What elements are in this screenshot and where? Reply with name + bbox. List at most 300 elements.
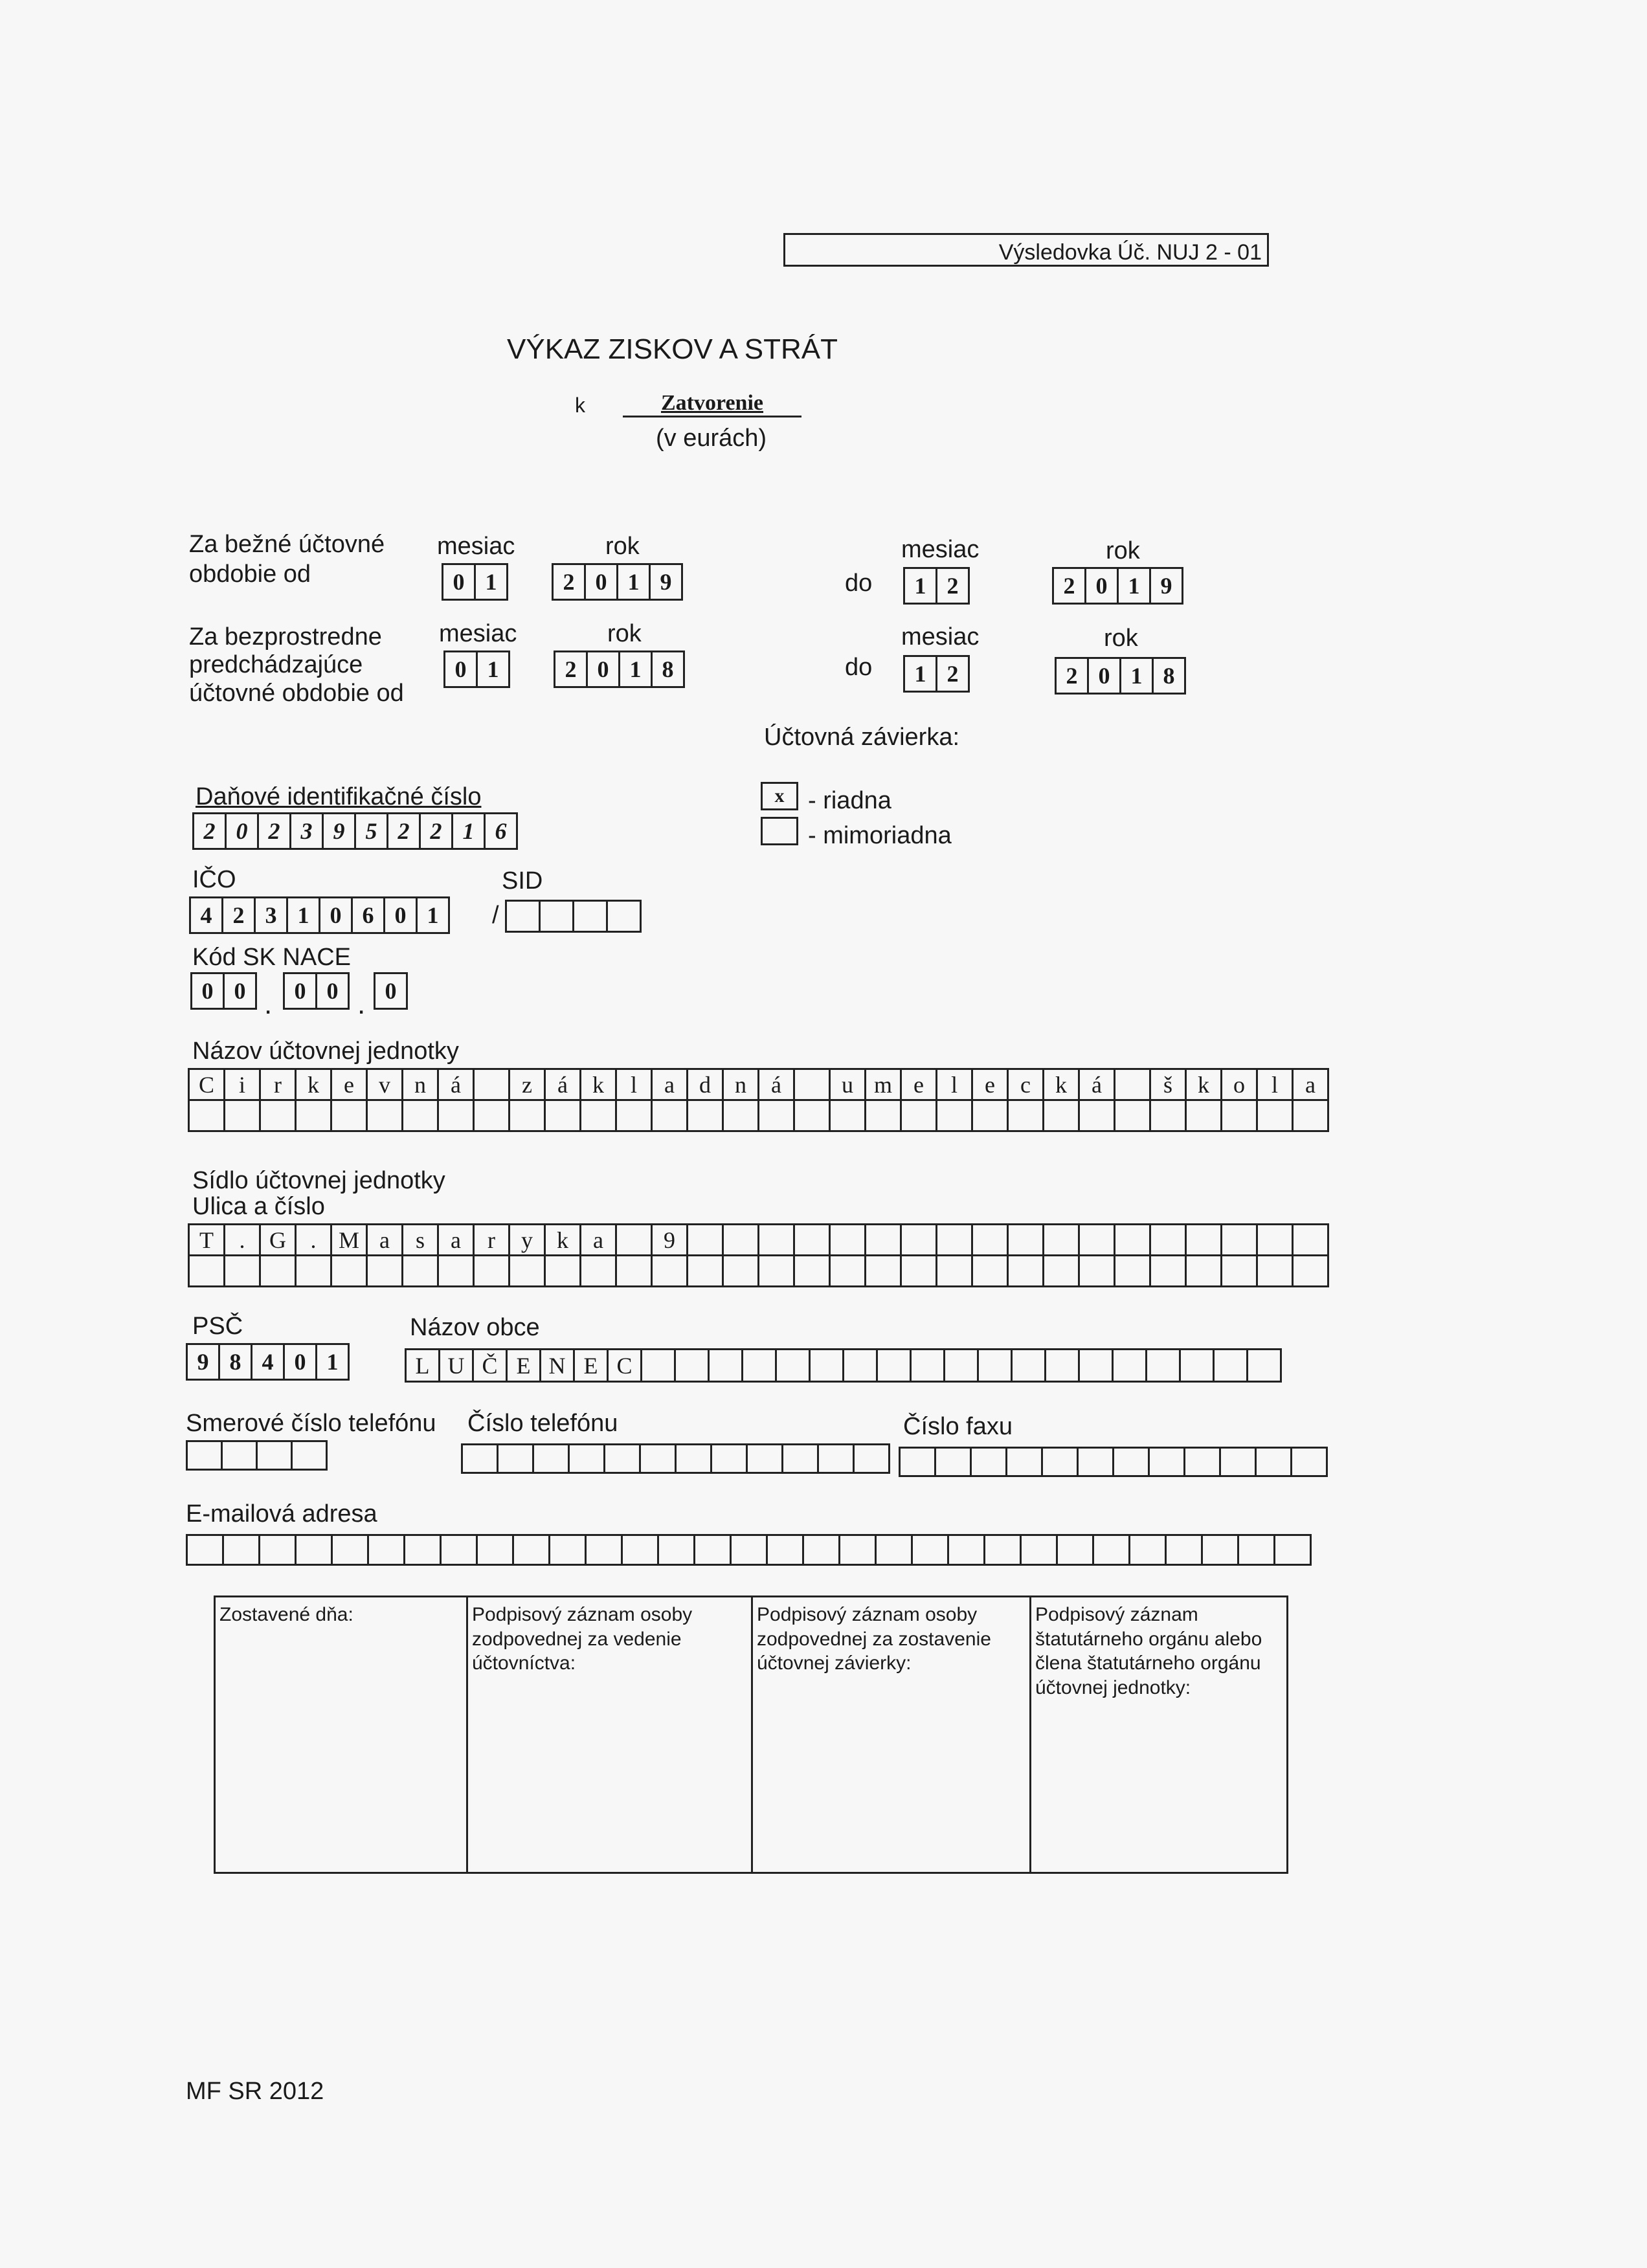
- char-cell[interactable]: [1058, 1536, 1094, 1566]
- previous-from-year[interactable]: [555, 650, 685, 688]
- char-cell[interactable]: [1221, 1449, 1257, 1477]
- char-cell[interactable]: [1275, 1536, 1312, 1566]
- char-cell[interactable]: [759, 1101, 795, 1132]
- char-cell[interactable]: k: [1187, 1070, 1222, 1101]
- char-cell[interactable]: v: [368, 1070, 403, 1101]
- sid-cell[interactable]: [541, 902, 574, 933]
- char-cell[interactable]: š: [1151, 1070, 1187, 1101]
- nace-part3[interactable]: [375, 972, 408, 1010]
- char-cell[interactable]: [1009, 1101, 1044, 1132]
- digit-box[interactable]: 1: [474, 563, 508, 601]
- char-cell[interactable]: l: [1258, 1070, 1294, 1101]
- previous-from-month[interactable]: [445, 650, 510, 688]
- digit-box[interactable]: 1: [618, 650, 653, 688]
- char-cell[interactable]: r: [475, 1225, 510, 1256]
- current-to-month[interactable]: [905, 567, 970, 605]
- fax-field[interactable]: [899, 1447, 1328, 1477]
- char-cell[interactable]: [913, 1536, 949, 1566]
- char-cell[interactable]: [332, 1101, 368, 1132]
- digit-box[interactable]: 9: [322, 812, 356, 850]
- current-from-month[interactable]: [443, 563, 508, 601]
- char-cell[interactable]: [1292, 1449, 1328, 1477]
- digit-box[interactable]: 9: [1149, 567, 1183, 605]
- char-cell[interactable]: [297, 1101, 332, 1132]
- char-cell[interactable]: [1013, 1350, 1046, 1383]
- char-cell[interactable]: [866, 1225, 902, 1256]
- char-cell[interactable]: [677, 1445, 712, 1474]
- char-cell[interactable]: a: [1294, 1070, 1329, 1101]
- signature-col-accounting[interactable]: Podpisový záznam osoby zodpovednej za vedenie účtovníctva:: [468, 1597, 753, 1872]
- char-cell[interactable]: L: [407, 1350, 440, 1383]
- char-cell[interactable]: [617, 1256, 653, 1287]
- char-cell[interactable]: [499, 1445, 534, 1474]
- char-cell[interactable]: [1187, 1225, 1222, 1256]
- char-cell[interactable]: n: [724, 1070, 759, 1101]
- char-cell[interactable]: á: [1080, 1070, 1115, 1101]
- char-cell[interactable]: [439, 1101, 475, 1132]
- char-cell[interactable]: [1044, 1256, 1080, 1287]
- digit-box[interactable]: 4: [251, 1343, 285, 1381]
- char-cell[interactable]: [475, 1256, 510, 1287]
- char-cell[interactable]: [581, 1101, 617, 1132]
- char-cell[interactable]: i: [225, 1070, 261, 1101]
- char-cell[interactable]: [587, 1536, 623, 1566]
- char-cell[interactable]: [877, 1536, 913, 1566]
- digit-box[interactable]: 6: [351, 896, 385, 934]
- char-cell[interactable]: [878, 1350, 912, 1383]
- signature-col-statutory[interactable]: Podpisový záznam štatutárneho orgánu alebo člena štatutárneho orgánu účtovnej jednotky:: [1035, 1604, 1262, 1698]
- char-cell[interactable]: e: [902, 1070, 937, 1101]
- char-cell[interactable]: [1294, 1256, 1329, 1287]
- char-cell[interactable]: [688, 1225, 724, 1256]
- digit-box[interactable]: 0: [443, 650, 478, 688]
- char-cell[interactable]: c: [1009, 1070, 1044, 1101]
- char-cell[interactable]: [973, 1256, 1009, 1287]
- char-cell[interactable]: [581, 1256, 617, 1287]
- char-cell[interactable]: [1258, 1225, 1294, 1256]
- char-cell[interactable]: [297, 1256, 332, 1287]
- char-cell[interactable]: [1294, 1101, 1329, 1132]
- digit-box[interactable]: 3: [254, 896, 288, 934]
- char-cell[interactable]: [937, 1101, 973, 1132]
- form-code: Výsledovka Úč. NUJ 2 - 01: [998, 240, 1262, 265]
- char-cell[interactable]: [945, 1350, 979, 1383]
- char-cell[interactable]: [1258, 1256, 1294, 1287]
- char-cell[interactable]: [368, 1256, 403, 1287]
- char-cell[interactable]: [1151, 1225, 1187, 1256]
- char-cell[interactable]: s: [403, 1225, 439, 1256]
- char-cell[interactable]: [855, 1445, 890, 1474]
- digit-box[interactable]: 1: [903, 567, 937, 605]
- ico-field[interactable]: [191, 896, 450, 934]
- char-cell[interactable]: T: [190, 1225, 225, 1256]
- char-cell[interactable]: a: [439, 1225, 475, 1256]
- riadna-checkbox[interactable]: x: [761, 782, 798, 810]
- digit-box[interactable]: 0: [315, 972, 350, 1010]
- char-cell[interactable]: [844, 1350, 878, 1383]
- char-cell[interactable]: [712, 1445, 748, 1474]
- char-cell[interactable]: [936, 1449, 972, 1477]
- char-cell[interactable]: [510, 1101, 546, 1132]
- char-cell[interactable]: e: [973, 1070, 1009, 1101]
- char-cell[interactable]: M: [332, 1225, 368, 1256]
- char-cell[interactable]: [902, 1225, 937, 1256]
- char-cell[interactable]: [1115, 1101, 1151, 1132]
- digit-box[interactable]: 2: [257, 812, 291, 850]
- char-cell[interactable]: [768, 1536, 804, 1566]
- char-cell[interactable]: l: [937, 1070, 973, 1101]
- nazov-grid[interactable]: [188, 1068, 1329, 1132]
- char-cell[interactable]: [368, 1101, 403, 1132]
- telefon-field[interactable]: [461, 1443, 890, 1474]
- char-cell[interactable]: [1239, 1536, 1275, 1566]
- char-cell[interactable]: [1007, 1449, 1043, 1477]
- char-cell[interactable]: [831, 1225, 866, 1256]
- char-cell[interactable]: [223, 1442, 258, 1471]
- char-cell[interactable]: [732, 1536, 768, 1566]
- digit-box[interactable]: 1: [1119, 657, 1154, 695]
- char-cell[interactable]: [1185, 1449, 1221, 1477]
- digit-box[interactable]: 2: [192, 812, 227, 850]
- digit-box[interactable]: 2: [552, 563, 586, 601]
- char-cell[interactable]: k: [1044, 1070, 1080, 1101]
- char-cell[interactable]: [811, 1350, 844, 1383]
- char-cell[interactable]: [937, 1225, 973, 1256]
- digit-box[interactable]: 2: [936, 655, 970, 693]
- char-cell[interactable]: [1044, 1101, 1080, 1132]
- char-cell[interactable]: [743, 1350, 777, 1383]
- nace-part2[interactable]: [285, 972, 350, 1010]
- char-cell[interactable]: [1044, 1225, 1080, 1256]
- digit-box[interactable]: 1: [286, 896, 320, 934]
- signature-col-statements[interactable]: Podpisový záznam osoby zodpovednej za zostavenie účtovnej závierky:: [753, 1597, 1031, 1872]
- char-cell[interactable]: [403, 1256, 439, 1287]
- char-cell[interactable]: [261, 1256, 297, 1287]
- char-cell[interactable]: [1043, 1449, 1079, 1477]
- char-cell[interactable]: [1115, 1256, 1151, 1287]
- char-cell[interactable]: [695, 1536, 732, 1566]
- rok-label: rok: [607, 620, 642, 647]
- digit-box[interactable]: 1: [903, 655, 937, 693]
- char-cell[interactable]: [188, 1536, 224, 1566]
- char-cell[interactable]: [188, 1442, 223, 1471]
- char-cell[interactable]: [623, 1536, 659, 1566]
- char-cell[interactable]: [1258, 1101, 1294, 1132]
- digit-box[interactable]: 1: [616, 563, 651, 601]
- digit-box[interactable]: 4: [189, 896, 223, 934]
- psc-field[interactable]: [188, 1343, 350, 1381]
- char-cell[interactable]: [937, 1256, 973, 1287]
- char-cell[interactable]: [724, 1225, 759, 1256]
- char-cell[interactable]: [1009, 1225, 1044, 1256]
- char-cell[interactable]: [777, 1350, 811, 1383]
- char-cell[interactable]: [1130, 1536, 1167, 1566]
- char-cell[interactable]: á: [546, 1070, 581, 1101]
- char-cell[interactable]: [972, 1449, 1007, 1477]
- char-cell[interactable]: n: [403, 1070, 439, 1101]
- char-cell[interactable]: [653, 1101, 688, 1132]
- char-cell[interactable]: [973, 1101, 1009, 1132]
- char-cell[interactable]: z: [510, 1070, 546, 1101]
- digit-box[interactable]: 9: [186, 1343, 220, 1381]
- digit-box[interactable]: 0: [223, 972, 257, 1010]
- char-cell[interactable]: [1187, 1101, 1222, 1132]
- digit-box[interactable]: 1: [315, 1343, 350, 1381]
- char-cell[interactable]: [1094, 1536, 1130, 1566]
- char-cell[interactable]: [724, 1101, 759, 1132]
- digit-box[interactable]: 0: [319, 896, 353, 934]
- char-cell[interactable]: [1022, 1536, 1058, 1566]
- digit-box[interactable]: 8: [1152, 657, 1186, 695]
- char-cell[interactable]: [550, 1536, 587, 1566]
- digit-box[interactable]: 8: [218, 1343, 252, 1381]
- char-cell[interactable]: [570, 1445, 605, 1474]
- char-cell[interactable]: [405, 1536, 442, 1566]
- current-to-year[interactable]: [1054, 567, 1183, 605]
- char-cell[interactable]: [369, 1536, 405, 1566]
- char-cell[interactable]: d: [688, 1070, 724, 1101]
- sid-field[interactable]: [505, 900, 642, 933]
- digit-box[interactable]: 0: [283, 972, 317, 1010]
- char-cell[interactable]: k: [297, 1070, 332, 1101]
- sid-cell[interactable]: [574, 902, 608, 933]
- char-cell[interactable]: [831, 1256, 866, 1287]
- digit-box[interactable]: 1: [416, 896, 450, 934]
- char-cell[interactable]: [912, 1350, 945, 1383]
- char-cell[interactable]: [1079, 1449, 1114, 1477]
- char-cell[interactable]: [973, 1225, 1009, 1256]
- digit-box[interactable]: 0: [190, 972, 225, 1010]
- char-cell[interactable]: [653, 1256, 688, 1287]
- signature-col-date[interactable]: Zostavené dňa:: [216, 1597, 468, 1872]
- char-cell[interactable]: [759, 1225, 795, 1256]
- char-cell[interactable]: C: [609, 1350, 642, 1383]
- char-cell[interactable]: [1215, 1350, 1248, 1383]
- char-cell[interactable]: [190, 1256, 225, 1287]
- char-cell[interactable]: [840, 1536, 877, 1566]
- char-cell[interactable]: [1151, 1101, 1187, 1132]
- char-cell[interactable]: [1080, 1350, 1114, 1383]
- char-cell[interactable]: [403, 1101, 439, 1132]
- char-cell[interactable]: a: [581, 1225, 617, 1256]
- char-cell[interactable]: o: [1222, 1070, 1258, 1101]
- char-cell[interactable]: á: [439, 1070, 475, 1101]
- char-cell[interactable]: C: [190, 1070, 225, 1101]
- digit-box[interactable]: 5: [354, 812, 388, 850]
- previous-to-year[interactable]: [1057, 657, 1186, 695]
- char-cell[interactable]: [901, 1449, 936, 1477]
- char-cell[interactable]: E: [575, 1350, 609, 1383]
- char-cell[interactable]: [1151, 1256, 1187, 1287]
- char-cell[interactable]: k: [581, 1070, 617, 1101]
- char-cell[interactable]: G: [261, 1225, 297, 1256]
- digit-box[interactable]: 2: [554, 650, 588, 688]
- char-cell[interactable]: [804, 1536, 840, 1566]
- char-cell[interactable]: [293, 1442, 328, 1471]
- char-cell[interactable]: [617, 1101, 653, 1132]
- digit-box[interactable]: 2: [936, 567, 970, 605]
- char-cell[interactable]: [475, 1101, 510, 1132]
- char-cell[interactable]: [949, 1536, 985, 1566]
- char-cell[interactable]: [1294, 1225, 1329, 1256]
- char-cell[interactable]: [1150, 1449, 1185, 1477]
- char-cell[interactable]: [1222, 1256, 1258, 1287]
- char-cell[interactable]: Č: [474, 1350, 508, 1383]
- char-cell[interactable]: [1147, 1350, 1181, 1383]
- char-cell[interactable]: e: [332, 1070, 368, 1101]
- char-cell[interactable]: [902, 1256, 937, 1287]
- char-cell[interactable]: [1114, 1350, 1147, 1383]
- digit-box[interactable]: 0: [442, 563, 476, 601]
- char-cell[interactable]: [439, 1256, 475, 1287]
- char-cell[interactable]: [748, 1445, 783, 1474]
- char-cell[interactable]: [333, 1536, 369, 1566]
- digit-box[interactable]: 0: [383, 896, 418, 934]
- digit-box[interactable]: 3: [289, 812, 324, 850]
- char-cell[interactable]: [1080, 1225, 1115, 1256]
- char-cell[interactable]: [546, 1101, 581, 1132]
- char-cell[interactable]: a: [653, 1070, 688, 1101]
- char-cell[interactable]: 9: [653, 1225, 688, 1256]
- char-cell[interactable]: [1009, 1256, 1044, 1287]
- char-cell[interactable]: [1114, 1449, 1150, 1477]
- char-cell[interactable]: [710, 1350, 743, 1383]
- char-cell[interactable]: [831, 1101, 866, 1132]
- char-cell[interactable]: l: [617, 1070, 653, 1101]
- char-cell[interactable]: a: [368, 1225, 403, 1256]
- char-cell[interactable]: [1187, 1256, 1222, 1287]
- email-field[interactable]: [186, 1534, 1312, 1566]
- char-cell[interactable]: [1222, 1225, 1258, 1256]
- digit-box[interactable]: 9: [649, 563, 683, 601]
- digit-box[interactable]: 1: [1117, 567, 1151, 605]
- char-cell[interactable]: [902, 1101, 937, 1132]
- char-cell[interactable]: [605, 1445, 641, 1474]
- char-cell[interactable]: [534, 1445, 570, 1474]
- char-cell[interactable]: [1167, 1536, 1203, 1566]
- char-cell[interactable]: [224, 1536, 260, 1566]
- char-cell[interactable]: [1115, 1225, 1151, 1256]
- char-cell[interactable]: [659, 1536, 695, 1566]
- char-cell[interactable]: [759, 1256, 795, 1287]
- char-cell[interactable]: [475, 1070, 510, 1101]
- char-cell[interactable]: [688, 1101, 724, 1132]
- char-cell[interactable]: [261, 1101, 297, 1132]
- char-cell[interactable]: .: [225, 1225, 261, 1256]
- mesiac-label: mesiac: [437, 533, 515, 560]
- char-cell[interactable]: [783, 1445, 819, 1474]
- sid-cell[interactable]: [608, 902, 642, 933]
- digit-box[interactable]: 1: [451, 812, 486, 850]
- char-cell[interactable]: [1115, 1070, 1151, 1101]
- digit-box[interactable]: 2: [221, 896, 256, 934]
- char-cell[interactable]: m: [866, 1070, 902, 1101]
- nace-part1[interactable]: [192, 972, 257, 1010]
- smerove-field[interactable]: [186, 1440, 328, 1471]
- char-cell[interactable]: [463, 1445, 499, 1474]
- char-cell[interactable]: [225, 1256, 261, 1287]
- obec-grid[interactable]: [405, 1348, 1282, 1383]
- char-cell[interactable]: r: [261, 1070, 297, 1101]
- current-from-year[interactable]: [554, 563, 683, 601]
- char-cell[interactable]: [297, 1536, 333, 1566]
- char-cell[interactable]: [688, 1256, 724, 1287]
- char-cell[interactable]: [1046, 1350, 1080, 1383]
- digit-box[interactable]: 0: [374, 972, 408, 1010]
- char-cell[interactable]: [866, 1101, 902, 1132]
- char-cell[interactable]: [795, 1256, 831, 1287]
- char-cell[interactable]: [866, 1256, 902, 1287]
- char-cell[interactable]: [1248, 1350, 1282, 1383]
- previous-to-month[interactable]: [905, 655, 970, 693]
- digit-box[interactable]: 2: [1052, 567, 1086, 605]
- char-cell[interactable]: [819, 1445, 855, 1474]
- digit-box[interactable]: 8: [651, 650, 685, 688]
- char-cell[interactable]: [1080, 1101, 1115, 1132]
- digit-box[interactable]: 2: [419, 812, 453, 850]
- digit-box[interactable]: 0: [1087, 657, 1121, 695]
- digit-box[interactable]: 2: [1055, 657, 1089, 695]
- char-cell[interactable]: [1257, 1449, 1292, 1477]
- char-cell[interactable]: .: [297, 1225, 332, 1256]
- digit-box[interactable]: 0: [586, 650, 620, 688]
- char-cell[interactable]: [190, 1101, 225, 1132]
- char-cell[interactable]: [1203, 1536, 1239, 1566]
- digit-box[interactable]: 0: [1084, 567, 1119, 605]
- char-cell[interactable]: [258, 1442, 293, 1471]
- char-cell[interactable]: [985, 1536, 1022, 1566]
- char-cell[interactable]: [442, 1536, 478, 1566]
- char-cell[interactable]: N: [541, 1350, 575, 1383]
- char-cell[interactable]: [642, 1350, 676, 1383]
- char-cell[interactable]: y: [510, 1225, 546, 1256]
- char-cell[interactable]: [510, 1256, 546, 1287]
- char-cell[interactable]: [979, 1350, 1013, 1383]
- char-cell[interactable]: á: [759, 1070, 795, 1101]
- sid-cell[interactable]: [507, 902, 541, 933]
- char-cell[interactable]: [514, 1536, 550, 1566]
- dic-field[interactable]: [194, 812, 518, 850]
- char-cell[interactable]: [225, 1101, 261, 1132]
- char-cell[interactable]: [641, 1445, 677, 1474]
- char-cell[interactable]: [795, 1225, 831, 1256]
- char-cell[interactable]: [1080, 1256, 1115, 1287]
- mimoriadna-checkbox[interactable]: [761, 817, 798, 845]
- char-cell[interactable]: U: [440, 1350, 474, 1383]
- char-cell[interactable]: [1181, 1350, 1215, 1383]
- char-cell[interactable]: [1222, 1101, 1258, 1132]
- char-cell[interactable]: E: [508, 1350, 541, 1383]
- char-cell[interactable]: k: [546, 1225, 581, 1256]
- char-cell[interactable]: u: [831, 1070, 866, 1101]
- digit-box[interactable]: 0: [225, 812, 259, 850]
- char-cell[interactable]: [676, 1350, 710, 1383]
- char-cell[interactable]: [795, 1101, 831, 1132]
- digit-box[interactable]: 6: [484, 812, 518, 850]
- char-cell[interactable]: [795, 1070, 831, 1101]
- char-cell[interactable]: [332, 1256, 368, 1287]
- char-cell[interactable]: [260, 1536, 297, 1566]
- digit-box[interactable]: 2: [387, 812, 421, 850]
- ulica-grid[interactable]: [188, 1223, 1329, 1287]
- char-cell[interactable]: [617, 1225, 653, 1256]
- digit-box[interactable]: 1: [476, 650, 510, 688]
- char-cell[interactable]: [724, 1256, 759, 1287]
- char-cell[interactable]: [478, 1536, 514, 1566]
- digit-box[interactable]: 0: [283, 1343, 317, 1381]
- char-cell[interactable]: [546, 1256, 581, 1287]
- digit-box[interactable]: 0: [584, 563, 618, 601]
